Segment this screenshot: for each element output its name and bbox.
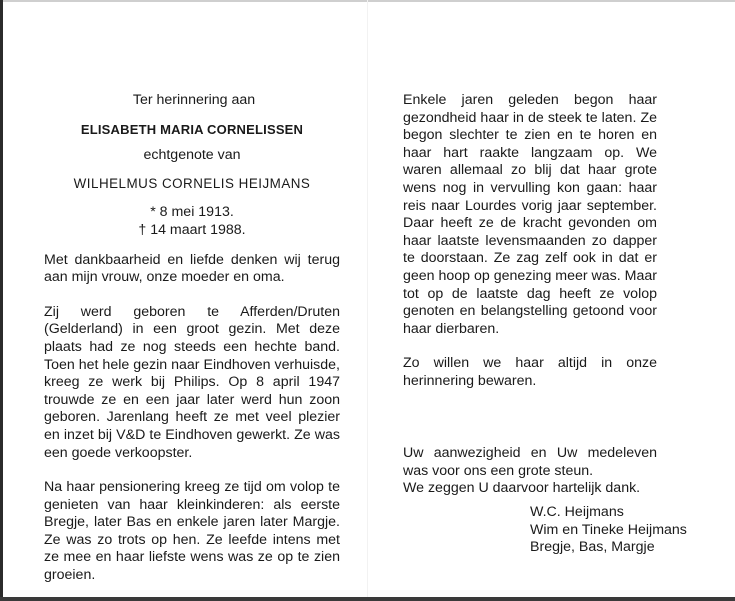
thanks-line-gratitude: We zeggen U daarvoor hartelijk dank.	[403, 480, 641, 497]
death-date: † 14 maart 1988.	[138, 221, 246, 238]
spouse-intro: echtgenote van	[143, 147, 241, 164]
card-fold	[367, 0, 368, 597]
right-column	[403, 92, 657, 391]
card-edge-left	[0, 0, 3, 601]
signatures	[530, 504, 687, 557]
paragraph-health: Enkele jaren geleden begon haar gezondheid haar in de steek te laten. Ze begon slechter te zien en te horen en haar hart raakte langzaam op. We waren allemaal zo blij dat haar grote wens nog in vervulling kon gaan: haar reis naar Lourdes vorig jaar september. Daar heeft ze de kracht gevonden om haar laatste levensmaanden zo dapper te doorstaan. Ze zag zelf ook in dat er geen hoop op genezing meer was. Maar tot op de laatste dag heeft ze volop genoten en belangstelling getoond voor haar dierbaren.	[403, 92, 657, 337]
header-intro: Ter herinnering aan	[132, 92, 256, 108]
paragraph-gratitude: Met dankbaarheid en liefde denken wij terug aan mijn vrouw, onze moeder en oma.	[44, 251, 340, 286]
memorial-header	[44, 92, 340, 240]
left-column	[44, 92, 340, 585]
paragraph-grandchildren: Na haar pensionering kreeg ze tijd om volop te genieten van haar kleinkinderen: als eerste Bregje, later Bas en enkele jaren later Margje. Ze was zo trots op hen. Ze leefde intens met ze mee en haar liefste wens was ze op te zien groeien.	[44, 479, 340, 584]
life-dates	[44, 204, 340, 239]
signature-line: Wim en Tineke Heijmans	[530, 521, 687, 538]
paragraph-life: Zij werd geboren te Afferden/Druten (Gelderland) in een groot gezin. Met deze plaats had ze nog steeds een hechte band. Toen het hele gezin naar Eindhoven verhuisde, kreeg ze werk bij Philips. Op 8 april 1947 trouwde ze en een jaar later werd hun zoon geboren. Jarenlang heeft ze met veel plezier en inzet bij V&D te Eindhoven gewerkt. Ze was een goede verkoopster.	[44, 303, 340, 461]
birth-date: * 8 mei 1913.	[150, 204, 234, 221]
thanks-line-support: Uw aanwezigheid en Uw medeleven was voor ons een grote steun.	[403, 445, 657, 479]
paragraph-remembrance: Zo willen we haar altijd in onze herinnering bewaren.	[403, 355, 657, 389]
deceased-name: ELISABETH MARIA CORNELISSEN	[80, 121, 304, 137]
thanks-block	[403, 445, 657, 498]
signature-line: Bregje, Bas, Margje	[530, 539, 655, 556]
spouse-name: WILHELMUS CORNELIS HEIJMANS	[73, 175, 311, 191]
card-edge-bottom	[0, 597, 735, 601]
signature-line: W.C. Heijmans	[530, 504, 624, 520]
